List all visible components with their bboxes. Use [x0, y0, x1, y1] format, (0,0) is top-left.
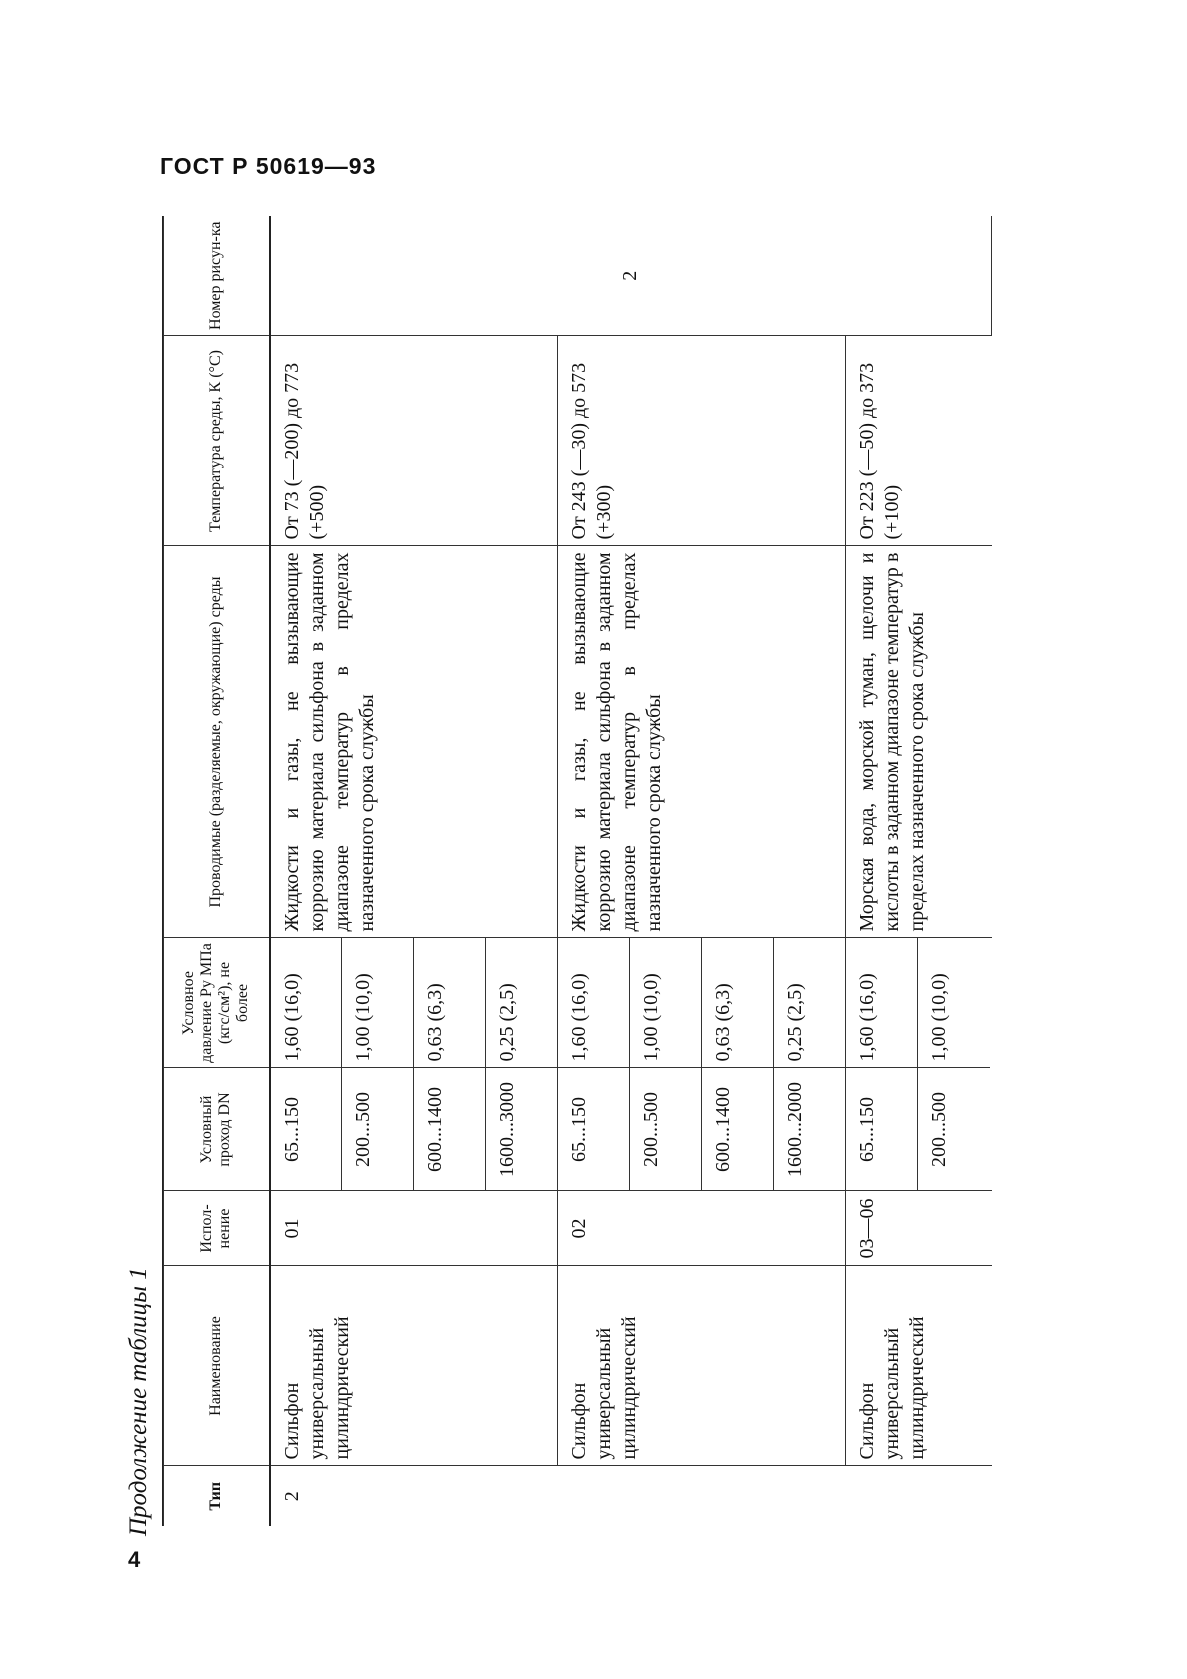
header-media: Проводимые (разделяемые, окружающие) среды: [164, 546, 270, 938]
dn-cell: 65...150: [270, 1068, 342, 1191]
header-type: Тип: [164, 1466, 270, 1526]
temperature-cell: От 73 (—200) до 773 (+500): [270, 336, 558, 546]
pressure-cell: 0,25 (2,5): [486, 938, 558, 1068]
dn-cell: 65...150: [558, 1068, 630, 1191]
dn-cell: 200...500: [342, 1068, 414, 1191]
pressure-cell: 0,63 (6,3): [414, 938, 486, 1068]
pressure-cell: 1,00 (10,0): [918, 938, 990, 1068]
document-code: ГОСТ Р 50619—93: [160, 153, 377, 179]
dn-cell: 200...500: [918, 1068, 990, 1191]
version-cell: 02: [558, 1191, 846, 1266]
dn-cell: 600...1400: [414, 1068, 486, 1191]
header-figure: Номер рисун-ка: [164, 216, 270, 336]
dn-cell: 600...1400: [702, 1068, 774, 1191]
pressure-cell: 1,00 (10,0): [342, 938, 414, 1068]
type-cell: 2: [270, 1466, 992, 1526]
dn-cell: 65...150: [846, 1068, 918, 1191]
table-row: [846, 216, 918, 1526]
dn-cell: 1600...2000: [774, 1068, 846, 1191]
empty-cell: [991, 938, 992, 1068]
name-cell: Сильфон универсальный цилиндрический: [558, 1266, 846, 1466]
rotated-table-frame: [125, 168, 1055, 1538]
pressure-cell: 0,25 (2,5): [774, 938, 846, 1068]
page-number: 4: [128, 1547, 141, 1572]
table-row: [558, 216, 630, 1526]
header-row: [164, 216, 270, 1526]
dn-cell: 200...500: [630, 1068, 702, 1191]
table-caption: Продолжение таблицы 1: [125, 1267, 152, 1536]
media-cell: Жидкости и газы, не вызывающие коррозию материала сильфона в заданном диапазоне температур в пределах назначенного срока службы: [558, 546, 846, 938]
name-cell: Сильфон универсальный цилиндрический: [270, 1266, 558, 1466]
pressure-cell: 1,60 (16,0): [270, 938, 342, 1068]
temperature-cell: От 223 (—50) до 373 (+100): [846, 336, 992, 546]
header-dn: Условный проход DN: [164, 1068, 270, 1191]
pressure-cell: 1,00 (10,0): [630, 938, 702, 1068]
header-version: Испол-нение: [164, 1191, 270, 1266]
header-name: Наименование: [164, 1266, 270, 1466]
pressure-cell: 1,60 (16,0): [846, 938, 918, 1068]
temperature-cell: От 243 (—30) до 573 (+300): [558, 336, 846, 546]
table-row: [270, 216, 342, 1526]
version-cell: 01: [270, 1191, 558, 1266]
figure-cell: 2: [270, 216, 992, 336]
parameters-table: [163, 216, 992, 1526]
pressure-cell: 0,63 (6,3): [702, 938, 774, 1068]
pressure-cell: 1,60 (16,0): [558, 938, 630, 1068]
empty-cell: [991, 1068, 992, 1191]
header-temperature: Температура среды, К (°С): [164, 336, 270, 546]
version-cell: 03—06: [846, 1191, 992, 1266]
media-cell: Морская вода, морской туман, щелочи и кислоты в заданном диапазоне температур в пределах назначенного срока службы: [846, 546, 992, 938]
dn-cell: 1600...3000: [486, 1068, 558, 1191]
media-cell: Жидкости и газы, не вызывающие коррозию материала сильфона в заданном диапазоне температур в пределах назначенного срока службы: [270, 546, 558, 938]
name-cell: Сильфон универсальный цилиндрический: [846, 1266, 992, 1466]
header-pressure: Условное давление Pу МПа (кгс/см²), не более: [164, 938, 270, 1068]
